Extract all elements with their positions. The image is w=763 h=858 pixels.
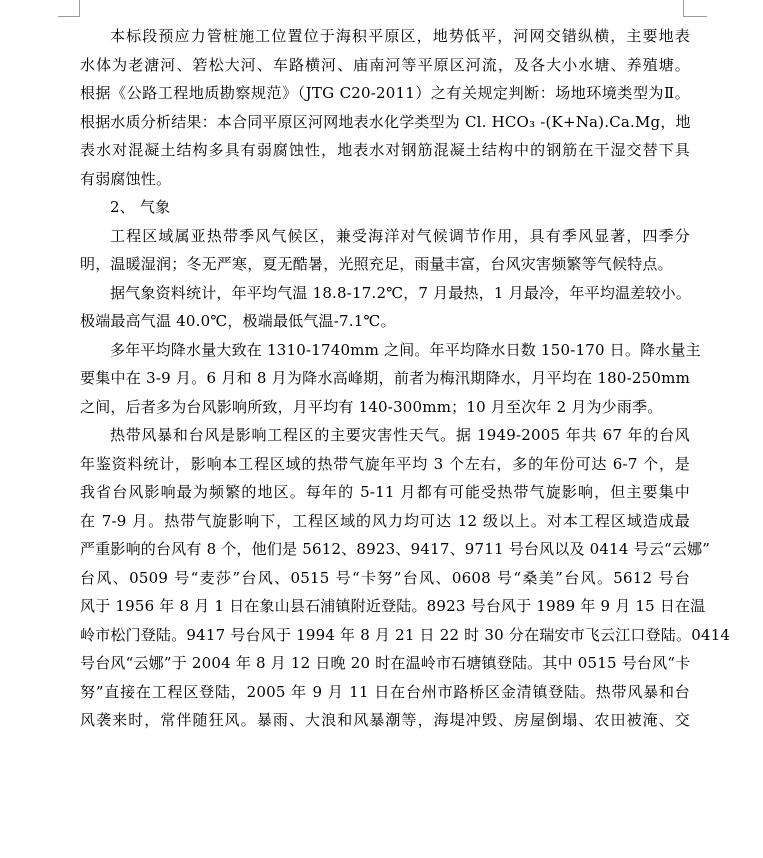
paragraph-line: 极端最高气温 40.0℃，极端最低气温-7.1℃。 bbox=[80, 312, 396, 330]
paragraph-line: 根据《公路工程地质勘察规范》（JTG C20-2011）之有关规定判断：场地环境类型为Ⅱ。 bbox=[80, 84, 690, 102]
paragraph-line: 工程区域属亚热带季风气候区，兼受海洋对气候调节作用，具有季风显著，四季分 bbox=[110, 226, 690, 245]
paragraph-line: 水体为老溏河、箬松大河、车路横河、庙南河等平原区河流，及各大小水塘、养殖塘。 bbox=[80, 55, 690, 74]
paragraph-line: 在 7-9 月。热带气旋影响下，工程区域的风力均可达 12 级以上。对本工程区域造成最 bbox=[80, 511, 690, 530]
paragraph-line: 之间，后者多为台风影响所致，月平均有 140-300mm；10 月至次年 2 月为少雨季。 bbox=[80, 397, 663, 416]
paragraph-line: 热带风暴和台风是影响工程区的主要灾害性天气。据 1949-2005 年共 67 年的台风 bbox=[110, 426, 690, 444]
crop-mark-top-right-vertical bbox=[683, 0, 684, 16]
paragraph-line: 表水对混凝土结构多具有弱腐蚀性，地表水对钢筋混凝土结构中的钢筋在干湿交替下具 bbox=[80, 141, 690, 159]
document-body bbox=[80, 22, 731, 735]
paragraph-line: 明，温暖湿润；冬无严寒，夏无酷暑，光照充足，雨量丰富，台风灾害频繁等气候特点。 bbox=[80, 255, 673, 273]
crop-mark-top-left-vertical bbox=[79, 0, 80, 16]
paragraph-line: 严重影响的台风有 8 个，他们是 5612、8923、9417、9711 号台风以及 0414 号云“云娜” bbox=[80, 540, 711, 558]
paragraph-line: 岭市松门登陆。9417 号台风于 1994 年 8 月 21 日 22 时 30 分在瑞安市飞云江口登陆。0414 bbox=[80, 625, 731, 644]
paragraph-line: 本标段预应力管桩施工位置位于海积平原区，地势低平，河网交错纵横，主要地表 bbox=[110, 27, 690, 45]
paragraph-line: 风袭来时，常伴随狂风。暴雨、大浪和风暴潮等，海堤冲毁、房屋倒塌、农田被淹、交 bbox=[80, 711, 690, 729]
paragraph-line: 努”直接在工程区登陆，2005 年 9 月 11 日在台州市路桥区金清镇登陆。热带风暴和台 bbox=[80, 682, 690, 701]
paragraph-line: 据气象资料统计，年平均气温 18.8-17.2℃，7 月最热，1 月最冷，年平均温差较小。 bbox=[110, 283, 692, 302]
paragraph-line: 号台风“云娜”于 2004 年 8 月 12 日晚 20 时在温岭市石塘镇登陆。其中 0515 号台风“卡 bbox=[80, 654, 691, 672]
paragraph-line: 根据水质分析结果：本合同平原区河网地表水化学类型为 Cl. HCO₃ -(K+Na).Ca.Mg，地 bbox=[80, 112, 691, 131]
paragraph-line: 风于 1956 年 8 月 1 日在象山县石浦镇附近登陆。8923 号台风于 1989 年 9 月 15 日在温 bbox=[80, 597, 706, 615]
paragraph-line: 多年平均降水量大致在 1310-1740mm 之间。年平均降水日数 150-170 日。降水量主 bbox=[110, 340, 701, 359]
paragraph-line: 年鉴资料统计，影响本工程区域的热带气旋年平均 3 个左右，多的年份可达 6-7 个，是 bbox=[80, 454, 690, 473]
crop-mark-top-left-horizontal bbox=[58, 16, 80, 17]
paragraph-line: 有弱腐蚀性。 bbox=[80, 169, 172, 188]
paragraph-line: 我省台风影响最为频繁的地区。每年的 5-11 月都有可能受热带气旋影响，但主要集中 bbox=[80, 483, 690, 501]
paragraph-line: 要集中在 3-9 月。6 月和 8 月为降水高峰期，前者为梅汛期降水，月平均在 180-250mm bbox=[80, 369, 690, 387]
section-heading: 2、 气象 bbox=[110, 198, 171, 216]
crop-mark-top-right-horizontal bbox=[683, 16, 707, 17]
paragraph-line: 台风、0509 号“麦莎”台风、0515 号“卡努”台风、0608 号“桑美”台风。5612 号台 bbox=[80, 568, 690, 587]
